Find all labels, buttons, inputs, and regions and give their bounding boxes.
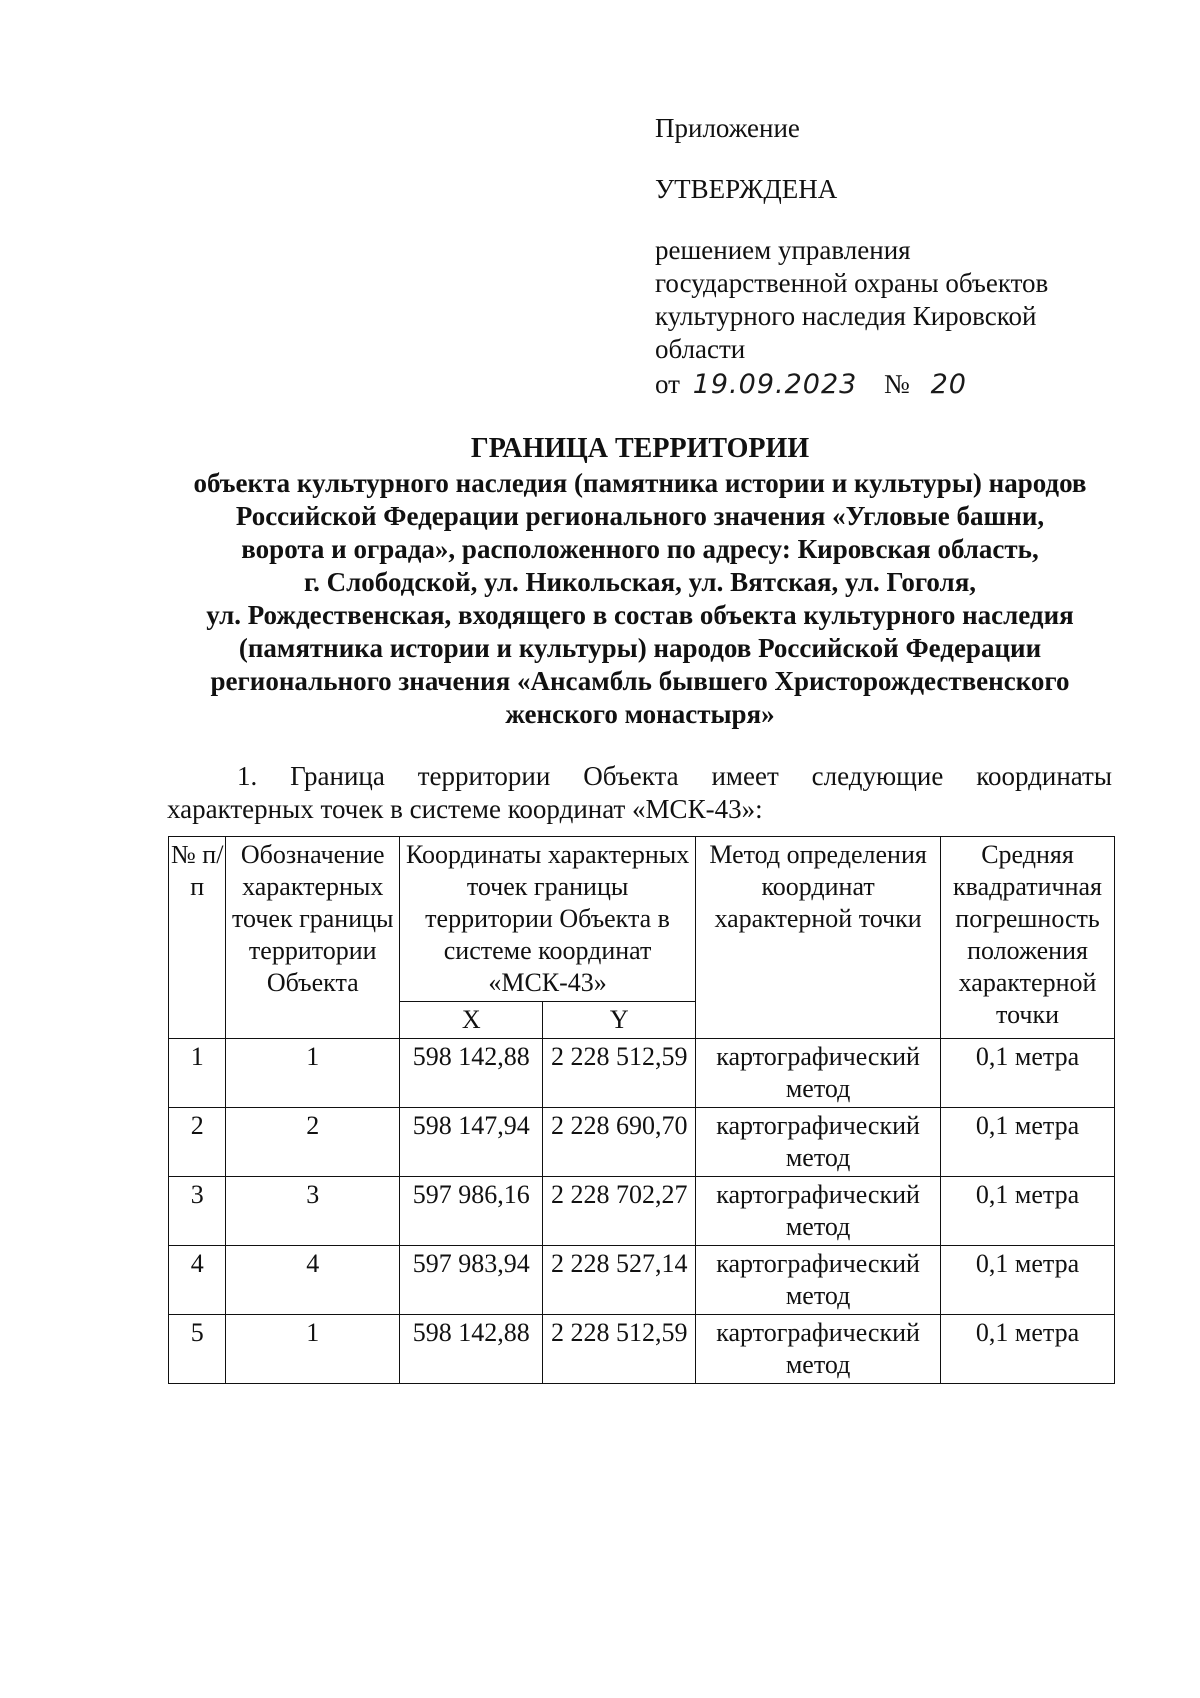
cell-designation: 2 [226,1108,400,1177]
cell-designation: 4 [226,1246,400,1315]
title-line: объекта культурного наследия (памятника истории и культуры) народов [193,468,1087,498]
cell-x: 597 986,16 [400,1177,543,1246]
paragraph-line-1: 1. Граница территории Объекта имеет следующие координаты [237,761,1112,791]
document-title [150,432,1130,731]
table-row [169,1315,1115,1384]
cell-error: 0,1 метра [941,1177,1115,1246]
table-row [169,1177,1115,1246]
cell-x: 597 983,94 [400,1246,543,1315]
cell-method: картографический метод [696,1108,941,1177]
table-row [169,1039,1115,1108]
table-header-row [169,837,1115,1002]
cell-x: 598 142,88 [400,1315,543,1384]
decision-line: культурного наследия Кировской [655,301,1037,331]
title-line: Российской Федерации регионального значения «Угловые башни, [235,501,1045,531]
header-y: Y [543,1002,696,1039]
handwritten-number: 20 [930,369,967,400]
title-line: ул. Рождественская, входящего в состав объекта культурного наследия [206,600,1074,630]
title-line: г. Слободской, ул. Никольская, ул. Вятская, ул. Гоголя, [303,567,977,597]
cell-method: картографический метод [696,1246,941,1315]
handwritten-date: 19.09.2023 [692,369,858,400]
header-method: Метод определения координат характерной точки [696,837,941,1039]
cell-num: 3 [169,1177,226,1246]
date-number-line [655,368,1115,401]
cell-y: 2 228 690,70 [543,1108,696,1177]
header-num: № п/п [169,837,226,1039]
cell-y: 2 228 512,59 [543,1315,696,1384]
header-designation: Обозначение характерных точек границы территории Объекта [226,837,400,1039]
cell-x: 598 142,88 [400,1039,543,1108]
cell-num: 1 [169,1039,226,1108]
title-line: (памятника истории и культуры) народов Российской Федерации [238,633,1042,663]
title-line: ворота и ограда», расположенного по адресу: Кировская область, [241,534,1039,564]
approval-block [655,112,1115,401]
title-line: женского монастыря» [505,699,775,729]
cell-method: картографический метод [696,1039,941,1108]
header-coordinates: Координаты характерных точек границы территории Объекта в системе координат «МСК-43» [400,837,696,1002]
coordinates-table [168,836,1115,1384]
header-x: X [400,1002,543,1039]
cell-error: 0,1 метра [941,1039,1115,1108]
approved-label: УТВЕРЖДЕНА [655,174,838,204]
from-label: от [655,369,680,399]
cell-y: 2 228 702,27 [543,1177,696,1246]
title-main: ГРАНИЦА ТЕРРИТОРИИ [470,433,810,464]
cell-y: 2 228 512,59 [543,1039,696,1108]
cell-num: 5 [169,1315,226,1384]
table-row [169,1246,1115,1315]
section-paragraph [167,760,1112,826]
cell-num: 4 [169,1246,226,1315]
paragraph-line-2: характерных точек в системе координат «МСК-43»: [167,794,763,824]
cell-method: картографический метод [696,1177,941,1246]
appendix-label: Приложение [655,113,800,143]
cell-designation: 3 [226,1177,400,1246]
cell-method: картографический метод [696,1315,941,1384]
decision-line: области [655,334,746,364]
cell-designation: 1 [226,1039,400,1108]
cell-error: 0,1 метра [941,1246,1115,1315]
number-label: № [884,369,910,399]
cell-designation: 1 [226,1315,400,1384]
title-line: регионального значения «Ансамбль бывшего Христорождественского [210,666,1070,696]
cell-error: 0,1 метра [941,1108,1115,1177]
decision-line: государственной охраны объектов [655,268,1049,298]
table-row [169,1108,1115,1177]
cell-x: 598 147,94 [400,1108,543,1177]
cell-num: 2 [169,1108,226,1177]
decision-line: решением управления [655,235,911,265]
header-error: Средняя квадратичная погрешность положения характерной точки [941,837,1115,1039]
cell-error: 0,1 метра [941,1315,1115,1384]
cell-y: 2 228 527,14 [543,1246,696,1315]
